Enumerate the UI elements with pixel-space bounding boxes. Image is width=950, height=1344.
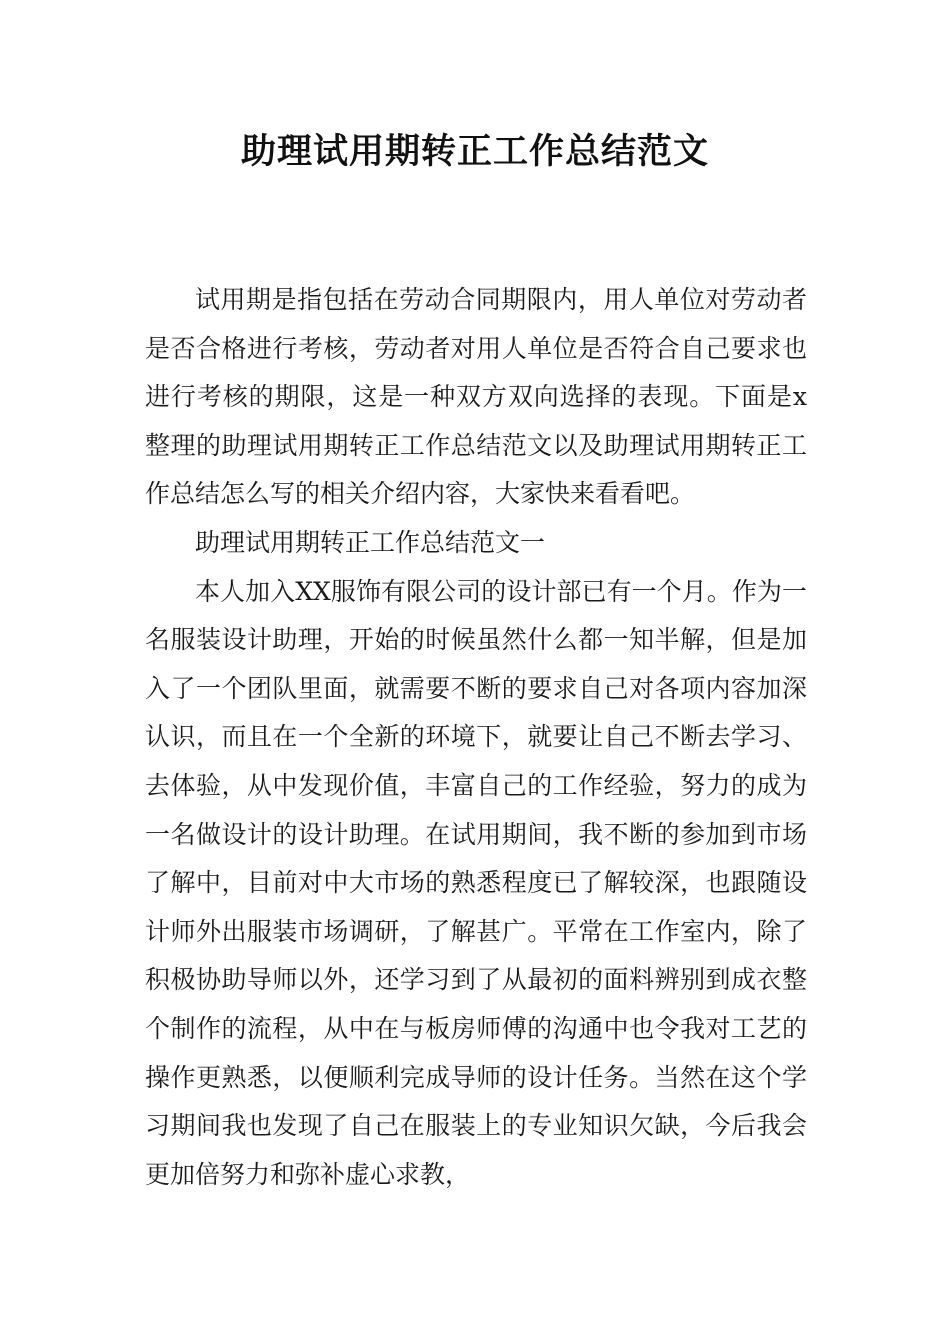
- section-heading: 助理试用期转正工作总结范文一: [195, 527, 546, 557]
- document-body: [145, 276, 807, 1199]
- body-paragraph: 本人加入XX服饰有限公司的设计部已有一个月。作为一名服装设计助理，开始的时候虽然什么都一知半解，但是加入了一个团队里面，就需要不断的要求自己对各项内容加深认识，而且在一个全新的环境下，就要让自己不断去学习、去体验，从中发现价值，丰富自己的工作经验，努力的成为一名做设计的设计助理。在试用期间，我不断的参加到市场了解中，目前对中大市场的熟悉程度已了解较深，也跟随设计师外出服装市场调研，了解甚广。平常在工作室内，除了积极协助导师以外，还学习到了从最初的面料辨别到成衣整个制作的流程，从中在与板房师傅的沟通中也令我对工艺的操作更熟悉，以便顺利完成导师的设计任务。当然在这个学习期间我也发现了自己在服装上的专业知识欠缺，今后我会更加倍努力和弥补虚心求教，: [145, 576, 807, 1189]
- intro-paragraph: 试用期是指包括在劳动合同期限内，用人单位对劳动者是否合格进行考核，劳动者对用人单位是否符合自己要求也进行考核的期限，这是一种双方双向选择的表现。下面是x整理的助理试用期转正工作总结范文以及助理试用期转正工作总结怎么写的相关介绍内容，大家快来看看吧。: [145, 285, 807, 509]
- document-title: 助理试用期转正工作总结范文: [240, 132, 709, 172]
